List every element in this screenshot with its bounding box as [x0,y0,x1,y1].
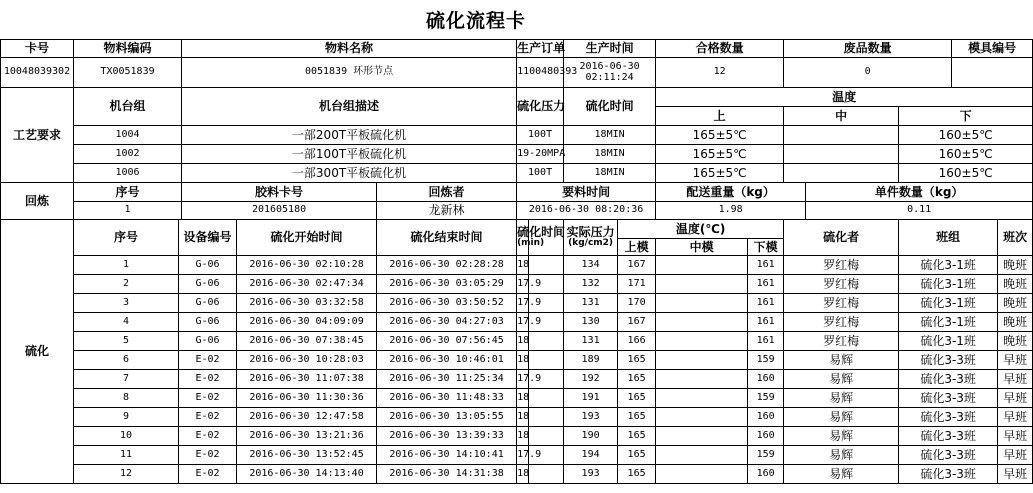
shift-label: 班次 [998,220,1033,256]
upper-mold-temp: 165 [618,370,656,389]
middle-mold-temp [656,294,748,313]
upper-mold-temp: 165 [618,408,656,427]
vulcanize-row [1,294,1033,313]
equipment-no: E-02 [179,351,237,370]
equipment-no: E-02 [179,408,237,427]
card-no-value: 10048039302 [1,58,74,88]
lower-mold-temp: 160 [748,427,784,446]
spacer-cell [529,389,564,408]
middle-mold-temp [656,370,748,389]
remix-section-label: 回炼 [1,183,74,220]
actual-pressure: 194 [564,446,618,465]
temp-lower: 160±5℃ [899,164,1033,183]
process-pressure-label: 硫化压力 [517,88,564,126]
qualified-qty-value: 12 [656,58,784,88]
request-time: 2016-06-30 08:20:36 [517,202,656,220]
header-value-row [1,58,1033,88]
vulc-operator: 易辉 [784,351,899,370]
team: 硫化3-3班 [899,389,998,408]
lower-mold-temp: 160 [748,408,784,427]
process-time-label: 硫化时间 [564,88,656,126]
machine-desc-label: 机台组描述 [182,88,517,126]
machine-desc: 一部300T平板硫化机 [182,164,517,183]
process-section-label: 工艺要求 [1,88,74,183]
spacer-cell [529,332,564,351]
middle-mold-temp [656,275,748,294]
vulcanize-header-row-1 [1,220,1033,239]
vulc-seq: 8 [74,389,179,408]
actual-pressure: 191 [564,389,618,408]
end-time: 2016-06-30 10:46:01 [377,351,517,370]
upper-mold-temp: 165 [618,351,656,370]
shift: 晚班 [998,256,1033,275]
vulcanize-row [1,446,1033,465]
vulc-operator: 易辉 [784,408,899,427]
team: 硫化3-3班 [899,370,998,389]
mold-temperature-label: 温度(℃) [618,220,784,239]
shift: 晚班 [998,332,1033,351]
start-time: 2016-06-30 04:09:09 [237,313,377,332]
vulcanize-row [1,427,1033,446]
temp-lower: 160±5℃ [899,145,1033,164]
scrap-qty-label: 废品数量 [784,40,952,58]
vulc-operator: 易辉 [784,370,899,389]
lower-mold-temp: 159 [748,389,784,408]
actual-pressure: 134 [564,256,618,275]
production-time-value: 2016-06-30 02:11:24 [564,58,656,88]
end-time: 2016-06-30 13:39:33 [377,427,517,446]
lower-mold-temp: 159 [748,446,784,465]
spacer-cell [529,351,564,370]
vulcanize-row [1,408,1033,427]
upper-mold-temp: 171 [618,275,656,294]
equipment-no: G-06 [179,256,237,275]
vulc-time: 17.9 [517,275,529,294]
middle-label: 中 [784,107,899,126]
actual-pressure-header-label: 实际压力 [566,225,615,240]
vulc-seq: 10 [74,427,179,446]
end-time: 2016-06-30 07:56:45 [377,332,517,351]
equipment-no: E-02 [179,389,237,408]
end-time: 2016-06-30 14:31:38 [377,465,517,484]
mold-no-value [952,58,1033,88]
end-time: 2016-06-30 04:27:03 [377,313,517,332]
middle-mold-temp [656,389,748,408]
actual-pressure: 132 [564,275,618,294]
actual-pressure: 131 [564,332,618,351]
team: 硫化3-3班 [899,408,998,427]
material-name-value: 0051839 环形节点 [182,58,517,88]
start-time: 2016-06-30 07:38:45 [237,332,377,351]
machine-desc: 一部200T平板硫化机 [182,126,517,145]
process-header-row-1 [1,88,1033,107]
vulc-time: 18 [517,408,529,427]
vulcanize-row [1,256,1033,275]
start-time: 2016-06-30 02:10:28 [237,256,377,275]
mold-no-label: 模具编号 [952,40,1033,58]
remix-header-row [1,183,1033,202]
material-name-label: 物料名称 [182,40,517,58]
vulc-operator: 罗红梅 [784,313,899,332]
vulc-time-header-unit: (min) [517,238,545,249]
equipment-no: G-06 [179,332,237,351]
vulc-time: 18 [517,332,529,351]
temp-upper: 165±5℃ [656,145,784,164]
team: 硫化3-1班 [899,256,998,275]
team: 硫化3-3班 [899,446,998,465]
equipment-no: G-06 [179,275,237,294]
middle-mold-temp [656,446,748,465]
temp-middle [784,126,899,145]
vulc-time: 18 [517,351,529,370]
actual-pressure-header [564,220,618,256]
start-time: 2016-06-30 14:13:40 [237,465,377,484]
vulc-seq: 6 [74,351,179,370]
vulc-time: 17.9 [517,370,529,389]
vulc-operator: 易辉 [784,427,899,446]
end-time-label: 硫化结束时间 [377,220,517,256]
vulcanization-card-table [0,39,1033,484]
spacer-cell [529,427,564,446]
lower-mold-temp: 160 [748,465,784,484]
header-label-row [1,40,1033,58]
vulcanize-row [1,465,1033,484]
shift: 早班 [998,408,1033,427]
upper-mold-temp: 165 [618,446,656,465]
team: 硫化3-3班 [899,465,998,484]
vulc-time: 18 [517,256,529,275]
vulc-time-header-label: 硫化时间 [517,225,566,240]
equipment-no: E-02 [179,427,237,446]
end-time: 2016-06-30 03:05:29 [377,275,517,294]
vulc-seq: 9 [74,408,179,427]
vulcanize-row [1,313,1033,332]
vulc-time: 17.9 [517,446,529,465]
process-pressure: 19-20MPA [517,145,564,164]
shift: 晚班 [998,294,1033,313]
remix-seq-label: 序号 [74,183,182,202]
start-time-label: 硫化开始时间 [237,220,377,256]
machine-group: 1002 [74,145,182,164]
vulc-time: 17.9 [517,313,529,332]
rubber-card: 201605180 [182,202,377,220]
vulcanize-row [1,389,1033,408]
spacer-cell [529,256,564,275]
vulc-operator: 罗红梅 [784,256,899,275]
scrap-qty-value: 0 [784,58,952,88]
request-time-label: 要料时间 [517,183,656,202]
remix-seq: 1 [74,202,182,220]
vulc-operator: 罗红梅 [784,294,899,313]
vulcanize-section-label: 硫化 [1,220,74,484]
shift: 早班 [998,427,1033,446]
actual-pressure: 189 [564,351,618,370]
shift: 早班 [998,446,1033,465]
process-time: 18MIN [564,145,656,164]
start-time: 2016-06-30 02:47:34 [237,275,377,294]
process-time: 18MIN [564,126,656,145]
vulcanize-row [1,275,1033,294]
process-row [1,126,1033,145]
upper-label: 上 [656,107,784,126]
temp-upper: 165±5℃ [656,164,784,183]
production-time-label: 生产时间 [564,40,656,58]
equipment-no: G-06 [179,294,237,313]
machine-group-label: 机台组 [74,88,182,126]
end-time: 2016-06-30 11:25:34 [377,370,517,389]
start-time: 2016-06-30 11:30:36 [237,389,377,408]
lower-mold-temp: 159 [748,351,784,370]
team: 硫化3-3班 [899,427,998,446]
actual-pressure: 192 [564,370,618,389]
actual-pressure: 193 [564,408,618,427]
team: 硫化3-1班 [899,275,998,294]
shift: 早班 [998,389,1033,408]
vulc-seq: 5 [74,332,179,351]
production-order-label: 生产订单 [517,40,564,58]
actual-pressure: 193 [564,465,618,484]
vulcanize-row [1,351,1033,370]
remix-value-row [1,202,1033,220]
start-time: 2016-06-30 03:32:58 [237,294,377,313]
end-time: 2016-06-30 02:28:28 [377,256,517,275]
vulc-operator: 罗红梅 [784,275,899,294]
upper-mold-temp: 170 [618,294,656,313]
end-time: 2016-06-30 13:05:55 [377,408,517,427]
team: 硫化3-1班 [899,313,998,332]
lower-mold-temp: 160 [748,370,784,389]
shift: 早班 [998,351,1033,370]
actual-pressure: 131 [564,294,618,313]
vulc-seq: 1 [74,256,179,275]
upper-mold-temp: 165 [618,465,656,484]
start-time: 2016-06-30 12:47:58 [237,408,377,427]
end-time: 2016-06-30 11:48:33 [377,389,517,408]
vulcanize-row [1,370,1033,389]
remix-operator: 龙新林 [377,202,517,220]
upper-mold-temp: 166 [618,332,656,351]
lower-label: 下 [899,107,1033,126]
temp-middle [784,164,899,183]
unit-qty-label: 单件数量（kg） [806,183,1033,202]
end-time: 2016-06-30 14:10:41 [377,446,517,465]
vulc-seq: 4 [74,313,179,332]
vulc-operator: 易辉 [784,446,899,465]
vulc-time: 17.9 [517,294,529,313]
shift: 晚班 [998,275,1033,294]
equipment-no: E-02 [179,465,237,484]
actual-pressure-header-unit: (kg/cm2) [568,238,614,249]
material-code-value: TX0051839 [74,58,182,88]
machine-group: 1004 [74,126,182,145]
vulc-seq: 2 [74,275,179,294]
remix-operator-label: 回炼者 [377,183,517,202]
start-time: 2016-06-30 11:07:38 [237,370,377,389]
equipment-label: 设备编号 [179,220,237,256]
process-pressure: 100T [517,126,564,145]
temp-middle [784,145,899,164]
lower-mold-temp: 161 [748,332,784,351]
lower-mold-temp: 161 [748,313,784,332]
actual-pressure: 190 [564,427,618,446]
material-code-label: 物料编码 [74,40,182,58]
vulc-seq: 12 [74,465,179,484]
middle-mold-temp [656,351,748,370]
card-no-label: 卡号 [1,40,74,58]
shift: 早班 [998,465,1033,484]
lower-mold-temp: 161 [748,256,784,275]
process-row [1,164,1033,183]
production-order-value: 1100480393 [517,58,564,88]
middle-mold-temp [656,465,748,484]
middle-mold-temp [656,427,748,446]
upper-mold-label: 上模 [618,239,656,256]
upper-mold-temp: 165 [618,389,656,408]
upper-mold-temp: 167 [618,313,656,332]
equipment-no: E-02 [179,370,237,389]
vulc-seq: 3 [74,294,179,313]
upper-mold-temp: 165 [618,427,656,446]
actual-pressure: 130 [564,313,618,332]
vulc-seq: 7 [74,370,179,389]
shift: 早班 [998,370,1033,389]
team: 硫化3-1班 [899,332,998,351]
upper-mold-temp: 167 [618,256,656,275]
vulc-time-header [517,220,566,256]
shift: 晚班 [998,313,1033,332]
lower-mold-temp: 161 [748,275,784,294]
middle-mold-temp [656,256,748,275]
process-time: 18MIN [564,164,656,183]
start-time: 2016-06-30 10:28:03 [237,351,377,370]
delivery-weight-label: 配送重量（kg） [656,183,806,202]
vulc-seq: 11 [74,446,179,465]
middle-mold-temp [656,408,748,427]
middle-mold-temp [656,332,748,351]
lower-mold-label: 下模 [748,239,784,256]
unit-qty: 0.11 [806,202,1033,220]
temp-lower: 160±5℃ [899,126,1033,145]
process-pressure: 100T [517,164,564,183]
temperature-label: 温度 [656,88,1033,107]
machine-group: 1006 [74,164,182,183]
vulc-time: 18 [517,465,529,484]
equipment-no: G-06 [179,313,237,332]
team-label: 班组 [899,220,998,256]
spacer-cell [529,408,564,427]
vulc-time: 18 [517,427,529,446]
start-time: 2016-06-30 13:21:36 [237,427,377,446]
vulcanize-row [1,332,1033,351]
spacer-cell [529,465,564,484]
middle-mold-label: 中模 [656,239,748,256]
process-row [1,145,1033,164]
middle-mold-temp [656,313,748,332]
temp-upper: 165±5℃ [656,126,784,145]
delivery-weight: 1.98 [656,202,806,220]
vulc-operator: 罗红梅 [784,332,899,351]
qualified-qty-label: 合格数量 [656,40,784,58]
rubber-card-label: 胶料卡号 [182,183,377,202]
team: 硫化3-1班 [899,294,998,313]
vulc-operator: 易辉 [784,465,899,484]
vulc-operator: 易辉 [784,389,899,408]
machine-desc: 一部100T平板硫化机 [182,145,517,164]
card-title: 硫化流程卡 [425,10,526,32]
lower-mold-temp: 161 [748,294,784,313]
vulc-time: 18 [517,389,529,408]
start-time: 2016-06-30 13:52:45 [237,446,377,465]
vulc-operator-label: 硫化者 [784,220,899,256]
end-time: 2016-06-30 03:50:52 [377,294,517,313]
team: 硫化3-3班 [899,351,998,370]
equipment-no: E-02 [179,446,237,465]
vulc-seq-label: 序号 [74,220,179,256]
